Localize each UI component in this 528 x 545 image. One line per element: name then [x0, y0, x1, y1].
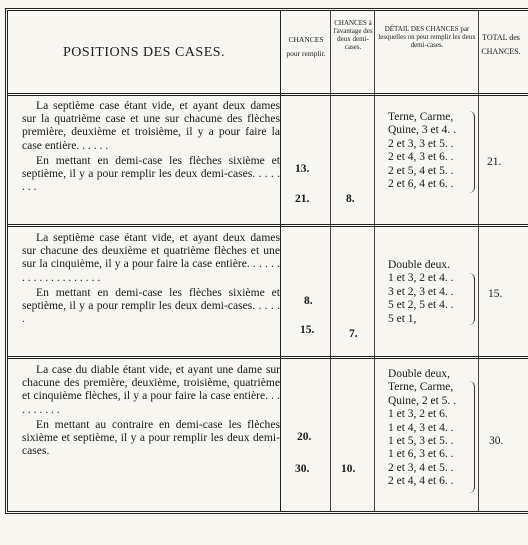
detail-line: 1 et 5, 3 et 5. . [388, 435, 454, 448]
row-3-pour-remplir-1: 20. [297, 431, 312, 443]
row-1-demi-cases-value: 8. [346, 193, 355, 205]
header-chances-pour-remplir: CHANCES pour remplir. [286, 35, 326, 58]
header-chances-demi-cases: CHANCES à l'avantage des deux demi-cases. [333, 19, 373, 51]
detail-line: 1 et 3, 2 et 6. [388, 408, 448, 421]
row-3-demi-cases-value: 10. [341, 463, 356, 475]
header-positions: POSITIONS DES CASES. [62, 45, 226, 60]
row-1-detail [388, 111, 468, 191]
detail-line: Terne, Carme, [388, 111, 454, 123]
column-divider [280, 11, 281, 511]
row-1-total: 21. [487, 156, 502, 168]
row-1-demi-cases: En mettant en demi-case les flèches sixième et septième, il y a pour remplir les deux demi-cases. . . . . . . . [22, 153, 280, 194]
row-3-demi-cases: En mettant au contraire en demi-case les flèches sixième et septième, il y a pour remplir les deux demi-cases. [22, 417, 280, 458]
brace [468, 111, 475, 193]
detail-line: 2 et 6, 4 et 6. . [388, 178, 454, 191]
detail-line: Double deux. [388, 259, 450, 271]
detail-line: 1 et 4, 3 et 4. . [388, 421, 454, 434]
detail-line: Quine, 3 et 4. . [388, 124, 457, 137]
row-divider [8, 356, 528, 359]
detail-line: 2 et 5, 4 et 5. . [388, 164, 454, 177]
row-1-pour-remplir-2: 21. [295, 193, 310, 205]
row-2-total: 15. [488, 288, 503, 300]
brace [468, 381, 475, 493]
row-3-pour-remplir-2: 30. [295, 463, 310, 475]
detail-line: Double deux, [388, 368, 450, 380]
detail-line: 1 et 3, 2 et 4. . [388, 272, 454, 285]
chances-table [5, 8, 528, 514]
detail-line: 5 et 1, [388, 312, 417, 325]
detail-line: 2 et 3, 3 et 5. . [388, 137, 454, 150]
detail-line: 2 et 4, 4 et 6. . [388, 475, 454, 488]
detail-line: 1 et 6, 3 et 6. . [388, 448, 454, 461]
header-total: TOTAL des CHANCES. [481, 33, 521, 56]
row-2-case-entiere: La septième case étant vide, et ayant deux dames sur chacune des deuxième et quatrième flèches et une sur la cinquième, il y a pour faire la case entière. . . . . . . . . . . . . . . . . . . . [22, 231, 280, 284]
row-2-demi-cases-value: 7. [349, 328, 358, 340]
row-2-text [22, 231, 280, 325]
detail-line: 2 et 3, 4 et 5. . [388, 461, 454, 474]
row-1-pour-remplir-1: 13. [295, 163, 310, 175]
detail-line: 2 et 4, 3 et 6. . [388, 151, 454, 164]
detail-line: 3 et 2, 3 et 4. . [388, 285, 454, 298]
row-1-case-entiere: La septième case étant vide, et ayant deux dames sur la quatrième case et une sur chacune des flèches première, deuxième et troisième, il y a pour faire la case entière. . . . . . [22, 99, 280, 152]
brace [468, 273, 475, 325]
row-1-text [22, 99, 280, 193]
row-2-detail [388, 259, 468, 326]
row-3-case-entiere: La case du diable étant vide, et ayant une dame sur chacune des première, deuxième, troisième, quatrième et cinquième flèches, il y a pour faire la case entière. . . . . . . . . . [22, 363, 280, 416]
row-divider [8, 93, 528, 96]
row-3-text [22, 363, 280, 457]
row-divider [8, 224, 528, 227]
row-2-pour-remplir-2: 15. [300, 324, 315, 336]
detail-line: Terne, Carme, [388, 381, 454, 394]
row-2-pour-remplir-1: 8. [304, 295, 313, 307]
row-2-demi-cases: En mettant en demi-case les flèches sixième et septième, il y a pour remplir les deux demi-cases. . . . . . [22, 285, 280, 326]
header-detail-chances: DÉTAIL DES CHANCES par lesquelles on peut remplir les deux demi-cases. [378, 25, 476, 49]
row-3-detail [388, 368, 468, 489]
column-divider [374, 11, 375, 511]
detail-line: Quine, 2 et 5. . [388, 394, 457, 407]
row-3-total: 30. [489, 435, 504, 447]
column-divider [330, 11, 331, 511]
detail-line: 5 et 2, 5 et 4. . [388, 299, 454, 312]
column-divider [478, 11, 479, 511]
